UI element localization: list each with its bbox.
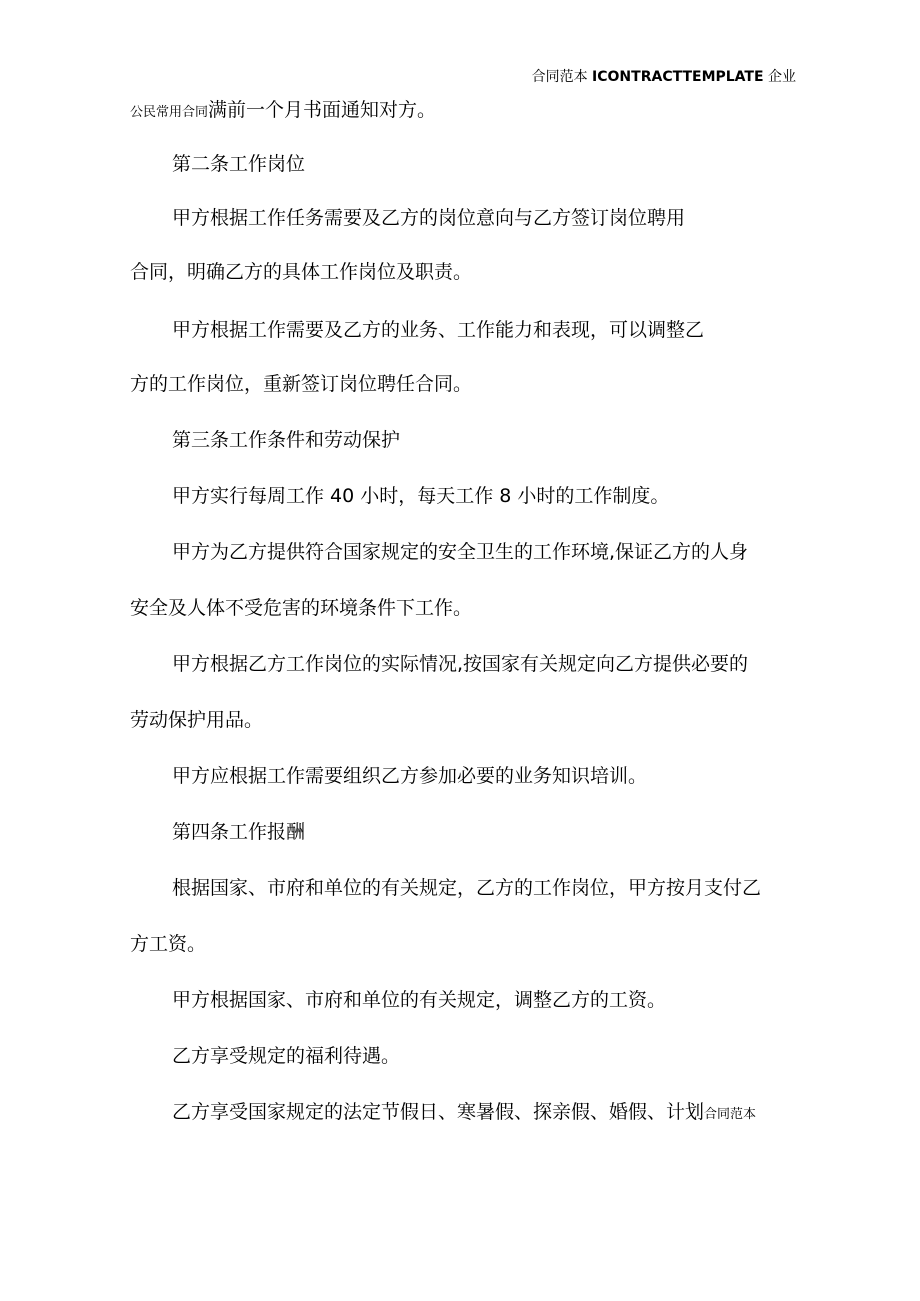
paragraph-line: 方工资。 [130,933,207,955]
paragraph-line: 甲方为乙方提供符合国家规定的安全卫生的工作环境,保证乙方的人身 [172,541,749,563]
header-suffix: 企业 [763,69,796,85]
header-prefix: 合同范本 [531,69,593,85]
paragraph-line: 甲方实行每周工作 40 小时，每天工作 8 小时的工作制度。 [172,485,670,507]
paragraph-line [172,1100,756,1127]
section-heading: 第四条工作报酬 [172,821,306,843]
watermark-text: 合同范本 [704,1107,757,1122]
paragraph-line: 方的工作岗位，重新签订岗位聘任合同。 [130,373,473,395]
section-heading: 第二条工作岗位 [172,153,306,175]
page-header [532,68,796,86]
paragraph-line: 甲方应根据工作需要组织乙方参加必要的业务知识培训。 [172,765,648,787]
section-heading: 第三条工作条件和劳动保护 [172,429,401,451]
paragraph-line: 根据国家、市府和单位的有关规定，乙方的工作岗位，甲方按月支付乙 [172,877,762,899]
watermark-text: 公民常用合同 [130,105,209,120]
paragraph-line: 甲方根据工作任务需要及乙方的岗位意向与乙方签订岗位聘用 [172,207,686,229]
paragraph-line: 甲方根据国家、市府和单位的有关规定，调整乙方的工资。 [172,989,667,1011]
paragraph-line: 劳动保护用品。 [130,709,264,731]
paragraph-text: 乙方享受国家规定的法定节假日、寒暑假、探亲假、婚假、计划 [172,1101,705,1123]
paragraph-line: 甲方根据工作需要及乙方的业务、工作能力和表现，可以调整乙 [172,319,705,341]
paragraph-line [130,98,436,125]
header-brand: ICONTRACTTEMPLATE [592,69,764,85]
paragraph-line: 乙方享受规定的福利待遇。 [172,1045,401,1067]
paragraph-line: 甲方根据乙方工作岗位的实际情况,按国家有关规定向乙方提供必要的 [172,653,749,675]
paragraph-line: 安全及人体不受危害的环境条件下工作。 [130,597,473,619]
paragraph-line: 合同，明确乙方的具体工作岗位及职责。 [130,261,473,283]
paragraph-text: 满前一个月书面通知对方。 [208,99,437,121]
